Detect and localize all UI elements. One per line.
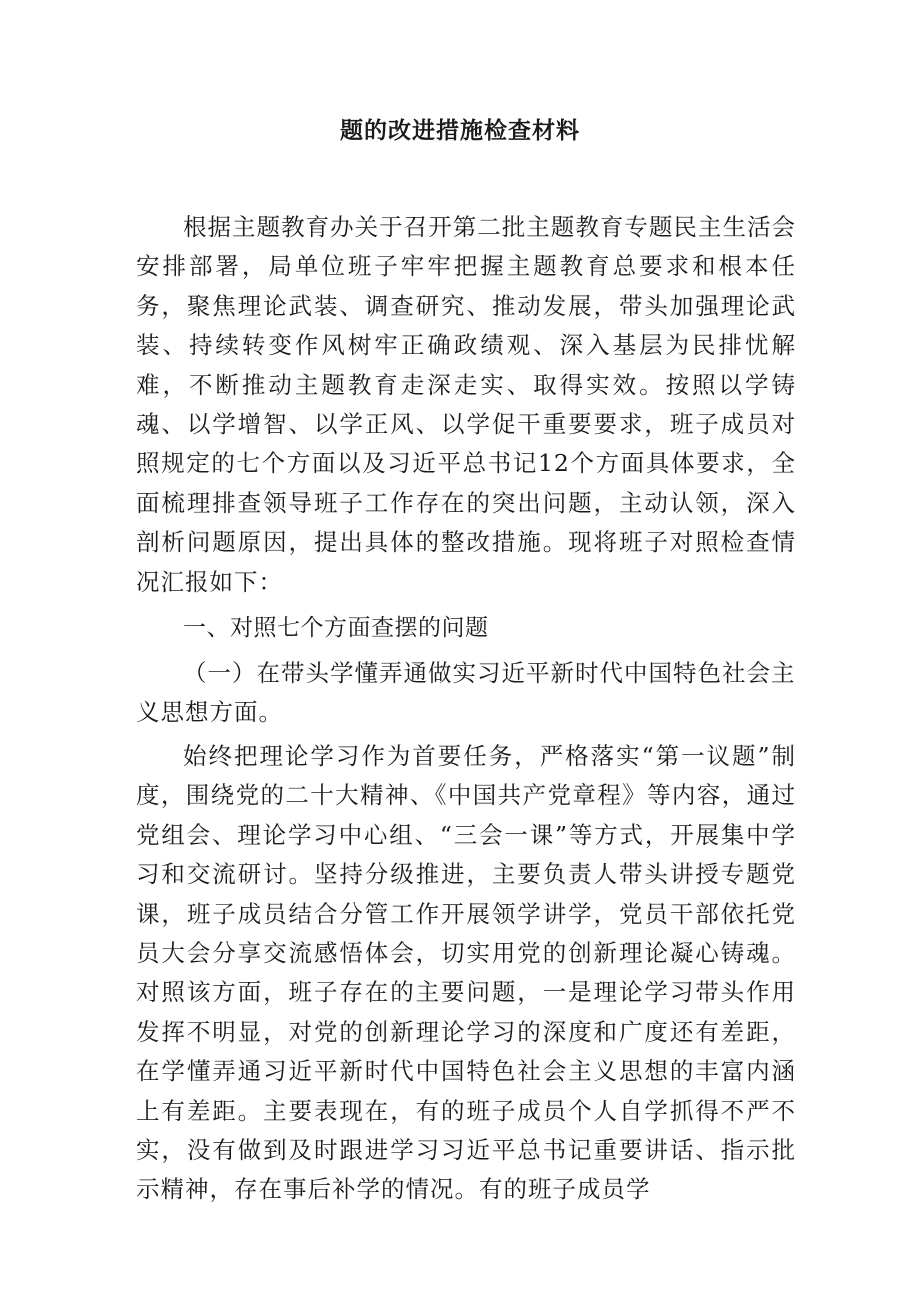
intro-paragraph: 根据主题教育办关于召开第二批主题教育专题民主生活会安排部署，局单位班子牢牢把握主题教育总要求和根本任务，聚焦理论武装、调查研究、推动发展，带头加强理论武装、持续转变作风树牢正确政绩观、深入基层为民排忧解难，不断推动主题教育走深走实、取得实效。按照以学铸魂、以学增智、以学正风、以学促干重要要求，班子成员对照规定的七个方面以及习近平总书记12个方面具体要求，全面梳理排查领导班子工作存在的突出问题，主动认领，深入剖析问题原因，提出具体的整改措施。现将班子对照检查情况汇报如下： xyxy=(136,213,796,596)
document-body xyxy=(136,208,796,1210)
subsection-heading: （一）在带头学懂弄通做实习近平新时代中国特色社会主义思想方面。 xyxy=(136,659,796,727)
subsection-paragraph: 始终把理论学习作为首要任务，严格落实“第一议题”制度，围绕党的二十大精神、《中国共产党章程》等内容，通过党组会、理论学习中心组、“三会一课”等方式，开展集中学习和交流研讨。坚持分级推进，主要负责人带头讲授专题党课，班子成员结合分管工作开展领学讲学，党员干部依托党员大会分享交流感悟体会，切实用党的创新理论凝心铸魂。对照该方面，班子存在的主要问题，一是理论学习带头作用发挥不明显，对党的创新理论学习的深度和广度还有差距，在学懂弄通习近平新时代中国特色社会主义思想的丰富内涵上有差距。主要表现在，有的班子成员个人自学抓得不严不实，没有做到及时跟进学习习近平总书记重要讲话、指示批示精神，存在事后补学的情况。有的班子成员学 xyxy=(136,741,796,1204)
document-title: 题的改进措施检查材料 xyxy=(340,118,580,144)
section-heading: 一、对照七个方面查摆的问题 xyxy=(183,615,489,642)
